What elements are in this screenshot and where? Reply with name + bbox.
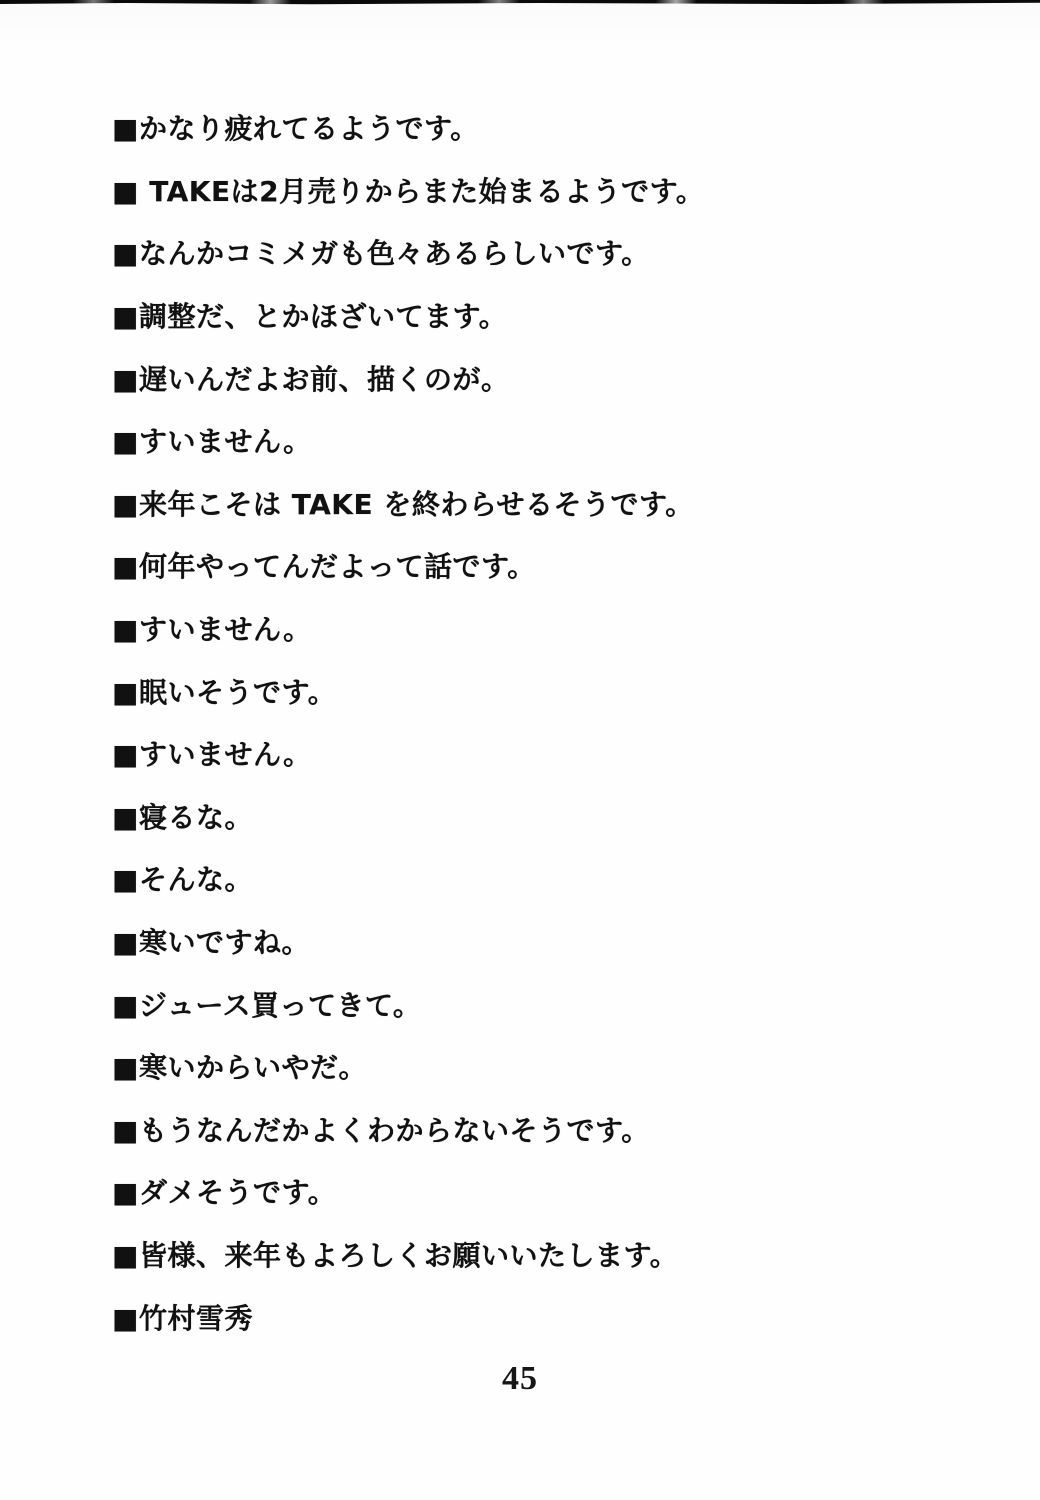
text-line: ■ TAKEは2月売りからまた始まるようです。 xyxy=(112,174,705,208)
text-line: ■すいません。 xyxy=(112,425,312,459)
text-line: ■寝るな。 xyxy=(112,800,253,834)
afterword-text-block xyxy=(112,96,980,1348)
text-line: ■皆様、来年もよろしくお願いいたします。 xyxy=(112,1238,679,1272)
text-line: ■ジュース買ってきて。 xyxy=(112,988,422,1022)
text-line: ■調整だ、とかほざいてます。 xyxy=(112,300,508,334)
text-line: ■来年こそは TAKE を終わらせるそうです。 xyxy=(112,487,694,521)
text-line: ■すいません。 xyxy=(112,738,312,772)
page-number: 45 xyxy=(502,1360,538,1397)
text-line: ■竹村雪秀 xyxy=(112,1301,253,1335)
text-line: ■遅いんだよお前、描くのが。 xyxy=(112,362,510,396)
text-line: ■何年やってんだよって話です。 xyxy=(112,550,536,584)
text-line: ■ダメそうです。 xyxy=(112,1176,337,1210)
text-line: ■寒いからいやだ。 xyxy=(112,1051,367,1085)
text-line: ■なんかコミメガも色々あるらしいです。 xyxy=(112,237,650,271)
text-line: ■眠いそうです。 xyxy=(112,675,337,709)
scan-artifact-top-edge xyxy=(0,0,1040,5)
text-line: ■寒いですね。 xyxy=(112,926,310,960)
text-line: ■すいません。 xyxy=(112,613,312,647)
text-line: ■もうなんだかよくわからないそうです。 xyxy=(112,1113,650,1147)
text-line: ■そんな。 xyxy=(112,863,253,897)
text-line: ■かなり疲れてるようです。 xyxy=(112,112,479,146)
